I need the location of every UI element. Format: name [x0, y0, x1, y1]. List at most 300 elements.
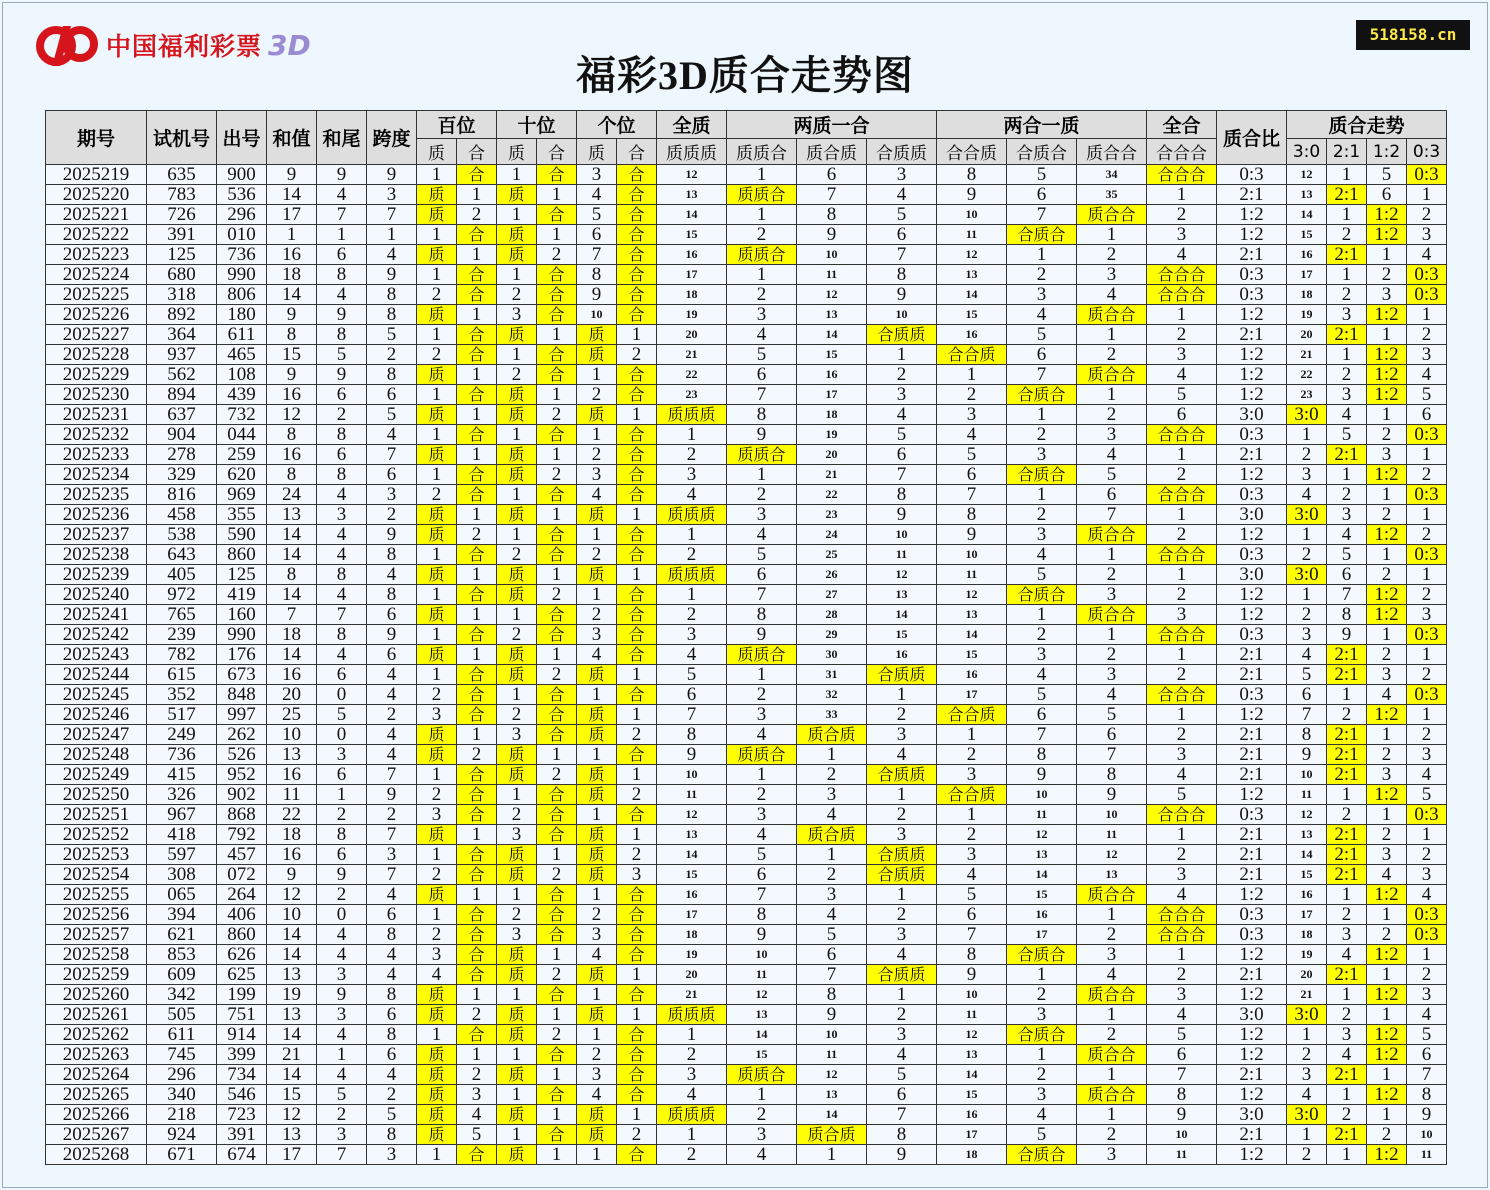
- table-cell: 329: [147, 465, 217, 485]
- table-row: [46, 485, 1447, 505]
- table-cell: 合质合: [1007, 945, 1077, 965]
- table-cell: 质: [417, 245, 457, 265]
- table-cell: 质: [577, 565, 617, 585]
- table-cell: 2025233: [46, 445, 147, 465]
- table-cell: 2025251: [46, 805, 147, 825]
- table-cell: 合质合: [1007, 1145, 1077, 1165]
- table-cell: 12: [937, 245, 1007, 265]
- table-cell: 1: [577, 805, 617, 825]
- table-cell: 1: [867, 685, 937, 705]
- table-cell: 10: [937, 205, 1007, 225]
- table-cell: 8: [867, 1125, 937, 1145]
- table-cell: 4: [367, 565, 417, 585]
- table-cell: 2025268: [46, 1145, 147, 1165]
- table-cell: 4: [727, 525, 797, 545]
- table-cell: 340: [147, 1085, 217, 1105]
- table-cell: 质: [497, 765, 537, 785]
- table-cell: 10: [267, 725, 317, 745]
- col-subheader: 3:0: [1287, 139, 1327, 165]
- table-cell: 3: [1327, 925, 1367, 945]
- table-cell: 20: [1287, 325, 1327, 345]
- table-cell: 11: [657, 785, 727, 805]
- table-cell: 7: [367, 445, 417, 465]
- table-cell: 4: [577, 945, 617, 965]
- table-cell: 1: [727, 205, 797, 225]
- table-cell: 16: [267, 245, 317, 265]
- table-cell: 质质合: [727, 745, 797, 765]
- table-cell: 1: [1367, 1005, 1407, 1025]
- table-cell: 0:3: [1217, 625, 1287, 645]
- table-cell: 合质质: [867, 665, 937, 685]
- table-cell: 2025250: [46, 785, 147, 805]
- table-cell: 4: [1407, 765, 1447, 785]
- table-cell: 3: [1007, 285, 1077, 305]
- table-cell: 质: [497, 465, 537, 485]
- table-cell: 21: [267, 1045, 317, 1065]
- col-subheader: 合: [457, 139, 497, 165]
- table-cell: 2: [1077, 1025, 1147, 1045]
- col-header-all-prime: 全质: [657, 111, 727, 139]
- table-cell: 4: [727, 725, 797, 745]
- table-cell: 合: [617, 425, 657, 445]
- table-cell: 2: [1367, 425, 1407, 445]
- table-cell: 4: [727, 1145, 797, 1165]
- table-cell: 2: [537, 245, 577, 265]
- table-cell: 13: [1007, 845, 1077, 865]
- table-cell: 2: [617, 345, 657, 365]
- table-cell: 4: [867, 1045, 937, 1065]
- table-cell: 2025227: [46, 325, 147, 345]
- table-cell: 1: [1077, 1105, 1147, 1125]
- table-cell: 1: [617, 405, 657, 425]
- table-cell: 13: [267, 505, 317, 525]
- table-cell: 质: [497, 405, 537, 425]
- table-cell: 2025220: [46, 185, 147, 205]
- table-cell: 1:2: [1217, 1045, 1287, 1065]
- table-cell: 4: [317, 945, 367, 965]
- table-cell: 合: [617, 925, 657, 945]
- table-cell: 952: [217, 765, 267, 785]
- table-cell: 质: [497, 565, 537, 585]
- table-cell: 2:1: [1327, 965, 1367, 985]
- table-cell: 3: [1327, 385, 1367, 405]
- table-cell: 合: [617, 265, 657, 285]
- table-cell: 615: [147, 665, 217, 685]
- table-cell: 合: [457, 845, 497, 865]
- table-cell: 23: [1287, 385, 1327, 405]
- table-cell: 9: [267, 865, 317, 885]
- table-cell: 9: [367, 785, 417, 805]
- table-cell: 8: [367, 285, 417, 305]
- table-cell: 合: [457, 385, 497, 405]
- table-cell: 1: [1327, 685, 1367, 705]
- table-cell: 2025243: [46, 645, 147, 665]
- table-cell: 合: [617, 365, 657, 385]
- table-cell: 8: [367, 365, 417, 385]
- table-cell: 2:1: [1217, 645, 1287, 665]
- table-cell: 2: [1407, 465, 1447, 485]
- table-cell: 0:3: [1407, 165, 1447, 185]
- col-subheader: 2:1: [1327, 139, 1367, 165]
- table-cell: 2:1: [1217, 665, 1287, 685]
- table-cell: 2025252: [46, 825, 147, 845]
- table-cell: 1: [1147, 305, 1217, 325]
- table-cell: 1: [537, 385, 577, 405]
- table-cell: 2: [317, 1105, 367, 1125]
- table-cell: 9: [367, 265, 417, 285]
- table-cell: 1: [537, 565, 577, 585]
- table-cell: 8: [317, 565, 367, 585]
- table-row: [46, 805, 1447, 825]
- table-cell: 19: [797, 425, 867, 445]
- table-cell: 质: [417, 1085, 457, 1105]
- table-row: [46, 565, 1447, 585]
- table-cell: 806: [217, 285, 267, 305]
- table-cell: 1: [1407, 705, 1447, 725]
- table-cell: 12: [1077, 845, 1147, 865]
- table-cell: 010: [217, 225, 267, 245]
- table-row: [46, 605, 1447, 625]
- table-cell: 4: [1077, 445, 1147, 465]
- table-cell: 405: [147, 565, 217, 585]
- table-cell: 2: [577, 545, 617, 565]
- table-cell: 2025230: [46, 385, 147, 405]
- table-cell: 391: [217, 1125, 267, 1145]
- table-cell: 1: [417, 225, 457, 245]
- table-cell: 1: [457, 825, 497, 845]
- table-cell: 4: [1147, 1005, 1217, 1025]
- table-cell: 2025231: [46, 405, 147, 425]
- table-cell: 1: [1327, 465, 1367, 485]
- table-cell: 4: [1407, 1005, 1447, 1025]
- table-cell: 1: [1077, 225, 1147, 245]
- table-cell: 751: [217, 1005, 267, 1025]
- table-cell: 9: [317, 985, 367, 1005]
- table-cell: 1: [1077, 905, 1147, 925]
- table-cell: 1: [417, 765, 457, 785]
- table-cell: 765: [147, 605, 217, 625]
- table-row: [46, 165, 1447, 185]
- table-cell: 3: [1077, 265, 1147, 285]
- table-cell: 1:2: [1217, 225, 1287, 245]
- table-cell: 1:2: [1217, 1025, 1287, 1045]
- table-cell: 10: [1077, 805, 1147, 825]
- table-cell: 3: [317, 1005, 367, 1025]
- table-cell: 1:2: [1367, 525, 1407, 545]
- table-cell: 9: [727, 625, 797, 645]
- table-cell: 4: [937, 425, 1007, 445]
- table-cell: 1: [497, 485, 537, 505]
- table-cell: 4: [1367, 685, 1407, 705]
- table-cell: 1: [417, 465, 457, 485]
- table-cell: 6: [867, 445, 937, 465]
- table-cell: 合: [537, 905, 577, 925]
- table-row: [46, 245, 1447, 265]
- table-cell: 合质质: [867, 865, 937, 885]
- table-cell: 0:3: [1407, 545, 1447, 565]
- table-row: [46, 545, 1447, 565]
- table-cell: 1: [1367, 325, 1407, 345]
- table-cell: 2: [1407, 965, 1447, 985]
- col-header-issue: 期号: [46, 111, 147, 165]
- table-cell: 8: [367, 305, 417, 325]
- table-cell: 4: [1327, 405, 1367, 425]
- table-cell: 5: [727, 345, 797, 365]
- table-cell: 296: [217, 205, 267, 225]
- table-cell: 合: [537, 545, 577, 565]
- col-subheader: 合合质: [937, 139, 1007, 165]
- table-cell: 4: [1077, 965, 1147, 985]
- table-cell: 239: [147, 625, 217, 645]
- table-cell: 质: [497, 325, 537, 345]
- table-cell: 质: [577, 725, 617, 745]
- table-cell: 质: [577, 825, 617, 845]
- table-cell: 2: [577, 1045, 617, 1065]
- table-cell: 2: [1327, 705, 1367, 725]
- table-cell: 2: [537, 465, 577, 485]
- table-cell: 质合质: [797, 1125, 867, 1145]
- table-cell: 0:3: [1407, 425, 1447, 445]
- table-cell: 15: [797, 345, 867, 365]
- table-cell: 6: [727, 365, 797, 385]
- table-cell: 5: [1367, 165, 1407, 185]
- table-cell: 3: [657, 1065, 727, 1085]
- table-cell: 2: [727, 1105, 797, 1125]
- table-cell: 673: [217, 665, 267, 685]
- table-cell: 11: [937, 225, 1007, 245]
- table-cell: 质: [417, 525, 457, 545]
- table-cell: 1: [457, 565, 497, 585]
- table-cell: 8: [1327, 605, 1367, 625]
- table-cell: 质合质: [797, 825, 867, 845]
- table-cell: 458: [147, 505, 217, 525]
- table-cell: 34: [1077, 165, 1147, 185]
- col-header-span: 跨度: [367, 111, 417, 165]
- table-cell: 4: [577, 1085, 617, 1105]
- table-cell: 2: [657, 545, 727, 565]
- table-cell: 7: [1077, 505, 1147, 525]
- table-cell: 合: [617, 585, 657, 605]
- table-cell: 2025238: [46, 545, 147, 565]
- table-cell: 6: [367, 645, 417, 665]
- table-cell: 10: [867, 305, 937, 325]
- table-cell: 2: [1007, 425, 1077, 445]
- table-cell: 5: [937, 885, 1007, 905]
- table-cell: 3: [1367, 665, 1407, 685]
- table-cell: 合: [537, 1045, 577, 1065]
- table-cell: 9: [317, 305, 367, 325]
- table-cell: 合: [617, 885, 657, 905]
- table-cell: 2: [657, 1145, 727, 1165]
- table-cell: 637: [147, 405, 217, 425]
- table-cell: 1: [937, 805, 1007, 825]
- table-cell: 967: [147, 805, 217, 825]
- table-cell: 2025235: [46, 485, 147, 505]
- table-cell: 2: [617, 785, 657, 805]
- table-cell: 质: [497, 865, 537, 885]
- table-cell: 1: [657, 1125, 727, 1145]
- table-cell: 1:2: [1217, 525, 1287, 545]
- table-cell: 1: [1367, 485, 1407, 505]
- table-cell: 合: [537, 165, 577, 185]
- table-row: [46, 665, 1447, 685]
- table-cell: 7: [367, 765, 417, 785]
- table-cell: 3: [577, 925, 617, 945]
- table-cell: 0:3: [1217, 285, 1287, 305]
- table-row: [46, 625, 1447, 645]
- table-cell: 2:1: [1327, 325, 1367, 345]
- table-cell: 33: [797, 705, 867, 725]
- table-cell: 质: [577, 325, 617, 345]
- table-cell: 质: [497, 1065, 537, 1085]
- col-subheader: 合质质: [867, 139, 937, 165]
- table-cell: 2: [577, 385, 617, 405]
- table-cell: 18: [267, 265, 317, 285]
- table-cell: 1: [577, 365, 617, 385]
- table-cell: 21: [797, 465, 867, 485]
- table-cell: 2: [1327, 485, 1367, 505]
- table-cell: 1: [537, 505, 577, 525]
- table-cell: 质合质: [797, 725, 867, 745]
- table-cell: 399: [217, 1045, 267, 1065]
- table-cell: 517: [147, 705, 217, 725]
- table-cell: 2025254: [46, 865, 147, 885]
- table-cell: 8: [267, 425, 317, 445]
- table-cell: 11: [727, 965, 797, 985]
- table-cell: 5: [727, 545, 797, 565]
- table-cell: 6: [727, 565, 797, 585]
- table-cell: 质: [417, 1045, 457, 1065]
- table-cell: 2025240: [46, 585, 147, 605]
- table-cell: 2025232: [46, 425, 147, 445]
- col-header-hundreds: 百位: [417, 111, 497, 139]
- table-cell: 合质合: [1007, 225, 1077, 245]
- table-cell: 9: [1007, 765, 1077, 785]
- table-cell: 2: [367, 505, 417, 525]
- table-cell: 1: [267, 225, 317, 245]
- table-cell: 1: [1367, 1065, 1407, 1085]
- col-subheader: 质质质: [657, 139, 727, 165]
- table-cell: 1: [1147, 445, 1217, 465]
- table-cell: 2: [417, 345, 457, 365]
- table-cell: 2: [1407, 845, 1447, 865]
- table-cell: 4: [317, 185, 367, 205]
- table-cell: 3: [317, 965, 367, 985]
- table-cell: 972: [147, 585, 217, 605]
- table-cell: 14: [867, 605, 937, 625]
- table-cell: 10: [1407, 1125, 1447, 1145]
- table-cell: 13: [727, 1005, 797, 1025]
- table-cell: 2025239: [46, 565, 147, 585]
- table-cell: 2025258: [46, 945, 147, 965]
- table-cell: 9: [267, 305, 317, 325]
- table-cell: 质: [417, 1105, 457, 1125]
- table-cell: 1:2: [1217, 985, 1287, 1005]
- table-cell: 16: [1007, 905, 1077, 925]
- table-cell: 29: [797, 625, 867, 645]
- table-cell: 7: [867, 465, 937, 485]
- table-cell: 2: [457, 745, 497, 765]
- table-cell: 合: [537, 925, 577, 945]
- table-cell: 10: [797, 245, 867, 265]
- table-cell: 质: [417, 1005, 457, 1025]
- table-cell: 合: [457, 865, 497, 885]
- table-cell: 5: [797, 925, 867, 945]
- table-cell: 406: [217, 905, 267, 925]
- table-row: [46, 265, 1447, 285]
- table-cell: 1: [457, 445, 497, 465]
- table-cell: 218: [147, 1105, 217, 1125]
- table-cell: 12: [797, 285, 867, 305]
- table-cell: 1:2: [1217, 1085, 1287, 1105]
- table-cell: 1:2: [1217, 1145, 1287, 1165]
- table-cell: 质质质: [657, 565, 727, 585]
- table-cell: 2025242: [46, 625, 147, 645]
- table-cell: 6: [1287, 685, 1327, 705]
- table-cell: 19: [267, 985, 317, 1005]
- table-cell: 3: [867, 165, 937, 185]
- col-header-ratio-trend: 质合走势: [1287, 111, 1447, 139]
- table-cell: 1: [617, 965, 657, 985]
- table-cell: 853: [147, 945, 217, 965]
- table-cell: 质合合: [1077, 205, 1147, 225]
- table-cell: 1:2: [1367, 385, 1407, 405]
- table-cell: 合: [457, 1025, 497, 1045]
- table-cell: 合: [457, 705, 497, 725]
- table-cell: 1: [1007, 1045, 1077, 1065]
- table-cell: 2: [1327, 225, 1367, 245]
- table-cell: 1: [497, 205, 537, 225]
- table-cell: 611: [147, 1025, 217, 1045]
- table-cell: 合: [617, 945, 657, 965]
- table-cell: 2: [1287, 445, 1327, 465]
- table-cell: 2: [1327, 1105, 1367, 1125]
- table-cell: 108: [217, 365, 267, 385]
- table-cell: 8: [1007, 745, 1077, 765]
- table-cell: 8: [1077, 765, 1147, 785]
- table-cell: 质: [577, 845, 617, 865]
- table-cell: 2025228: [46, 345, 147, 365]
- table-cell: 15: [657, 865, 727, 885]
- table-cell: 2025223: [46, 245, 147, 265]
- table-cell: 合: [457, 685, 497, 705]
- table-cell: 1: [497, 1045, 537, 1065]
- table-cell: 6: [317, 385, 367, 405]
- table-cell: 14: [267, 1025, 317, 1045]
- table-cell: 10: [937, 985, 1007, 1005]
- table-cell: 1: [577, 885, 617, 905]
- table-cell: 439: [217, 385, 267, 405]
- table-cell: 3: [367, 185, 417, 205]
- table-cell: 6: [317, 245, 367, 265]
- table-cell: 0:3: [1407, 265, 1447, 285]
- table-cell: 3: [797, 785, 867, 805]
- table-cell: 969: [217, 485, 267, 505]
- table-cell: 1: [617, 665, 657, 685]
- table-cell: 14: [1287, 205, 1327, 225]
- table-cell: 1: [457, 405, 497, 425]
- table-cell: 1: [1077, 1005, 1147, 1025]
- table-cell: 2:1: [1327, 845, 1367, 865]
- table-cell: 626: [217, 945, 267, 965]
- table-cell: 合合合: [1147, 485, 1217, 505]
- table-row: [46, 405, 1447, 425]
- table-cell: 1: [1007, 245, 1077, 265]
- col-header-tens: 十位: [497, 111, 577, 139]
- table-cell: 1: [1147, 645, 1217, 665]
- table-cell: 3: [1407, 745, 1447, 765]
- table-cell: 1: [727, 765, 797, 785]
